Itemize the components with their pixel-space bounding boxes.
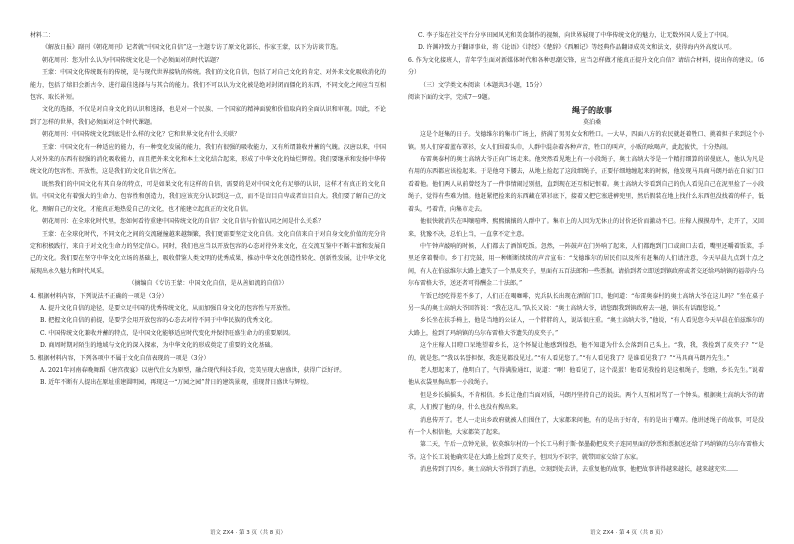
question-1: 朝花周刊：您为什么认为中国传统文化是一个必须面对的时代话题？	[42, 56, 223, 64]
exam-question-4: 4. 根据材料内容，下列说法不正确的一项是（3分）	[30, 292, 168, 300]
story-paragraph: 消息传到了四乡。奥士高纳大爷得到了消息，立刻到处去讲，去重复他的故事，他把故事讲得越来越长，越来越充实……	[420, 466, 739, 474]
source-citation: （摘编自《专访王蒙：中国文化自信，是从善如流的自信》）	[128, 280, 288, 288]
exam-question-5: 5. 根据材料内容，下列各项中不属于文化自信表现的一项是（3分）	[30, 354, 210, 362]
material-label: 材料二：	[30, 32, 55, 39]
story-paragraph: 午饭已经吃得差不多了，人们正在喝咖啡，宪兵队长出现在酒馆门口，他问道：“布雷奥泰村的奥士高纳大爷在这儿吗？”坐在桌子另一头的奥士高纳大爷回答说：“我在这儿。”队长又说：“奥士高纳大爷，请您跟我到镇政府去一趟，镇长有话跟您说。”	[408, 292, 764, 312]
option-4a: A. 提升文化自信的途径，是要立足中国的优秀传统文化，从而加强自身文化的包容性与开放性。	[40, 304, 295, 312]
section-heading: （三）文学类文本阅读（本题共3小题，15分）	[420, 81, 546, 89]
story-paragraph: 中午钟声敲响的时候，人们都去了酒馆吃饭。忽然，一阵鼓声在门外响了起来，人们都跑到门口或窗口去看，嘴里还嚼着饭菜，手里还拿着餐巾。乡丁打完鼓，用一种断断续续的声音宣布：“戈德维尔的居民们以及所有赶集的人们请注意，今天早晨九点到十点之间，有人在伯兹维尔大路上遗失了一个黑皮夹子，里面有五百法郎和一些票据。请拾到者立即送到镇政府或者交还给玛纳镇的福蒂内·乌尔布雷格大爷，送还者可得酬金二十法郎。”	[408, 242, 764, 288]
option-5b: B. 近年不断有人提出在原址重建圆明园，再现这一“万园之园”昔日的建筑景观，重现昔日盛世与辉煌。	[40, 379, 313, 387]
story-paragraph: 第二天，午后一点钟光景，依莫维尔村的一个长工马利于斯·保墨勒把皮夹子连同里面的钞票和票据送还给了玛纳镇的乌尔布雷格大爷。这个长工说他确实是在大路上捡到了皮夹子，但因为不识字，就带回家交给了东家。	[408, 441, 764, 461]
story-paragraph: 老人想起来了，他明白了，气得满脸通红，说道：“啊！他看见了，这个混蛋！他看见我捡的是这根绳子，您瞧，乡长先生。”说着他从衣袋里掏出那一小段绳子。	[408, 366, 764, 387]
right-column	[408, 30, 764, 477]
story-paragraph: 乡长坐在扶手椅上，他是当地的公证人，一个胖胖的人，说话很庄重。“奥士高纳大爷，”他说，“有人看见您今天早晨在伯兹维尔的大路上，捡到了玛纳镇的乌尔布雷格大爷遗失的皮夹子。”	[408, 317, 764, 337]
story-paragraph: 消息传开了。老人一走出乡政府就被人们围住了，大家都来问他，有的是出于好奇，有的是出于嘲弄。他讲述绳子的故事，可是没有一个人相信他，大家都笑了起来。	[408, 416, 764, 436]
option-5d: D. 许渊冲致力于翻译事业，将《论语》《诗经》《楚辞》《西厢记》等经典作品翻译成英文和法文，获得海内外高度认可。	[418, 44, 736, 52]
option-5a: A. 2021年河南春晚舞蹈《唐宫夜宴》以唐代仕女为原型，融合现代科技手段，完美呈现大唐盛世，获得广泛好评。	[40, 366, 346, 374]
section-instruction: 阅读下面的文字，完成7～9题。	[408, 94, 494, 102]
option-4c: C. 中国传统文化兼收并蓄的特点，是中国文化能够适应时代变化并保持旺盛生命力的重要原因。	[40, 329, 295, 337]
interview-intro: 《解放日报》副刊《朝花周刊》记者就“中国文化自信”这一主题专访了原文化部长、作家王蒙，以下为访谈节选。	[42, 44, 343, 52]
answer-1b: 文化的选择，不仅是对自身文化的认识和选择，也是对一个民族、一个国家的精神面貌和价值取向的全面认识和审视。因此，不论到了怎样的世界，我们必须面对这个时代课题。	[30, 106, 386, 126]
option-4b: B. 把握文化自信的前提，是要学会用开放包容的心态去对待不同于中华民族的优秀文化。	[40, 317, 277, 325]
story-paragraph: 他很快就消失在叫嚷喧哗、熙熙攘攘的人群中了。集市上的人因为无休止的讨价还价而激动不已。庄稼人摸摸母牛，走开了，又回来，犹豫不决，总怕上当，一直拿不定主意。	[408, 218, 764, 238]
answer-1: 王蒙：中国文化传统既有的传统，是与现代世界接轨的传统。我们的文化自信，包括了对自己文化的肯定、对外来文化吸收消化的能力，包括了熔旧会新古今、进行最佳选择与与其合的能力。我们不可以认为文化被是绝对封闭而僵化的东西，不同文化之间应当互相包容、取长补短。	[30, 69, 386, 102]
story-paragraph: 这是个赶集的日子。戈德维尔的集市广场上，挤满了男男女女和牲口。一大早，四面八方的农民就赶着牲口、挑着担子来到这个小镇。男人们穿着蓝布罩衫，女人们围着头巾，人群中混杂着各种声音，牲口的叫声，小贩的吆喝声，此起彼伏，十分热闹。	[408, 131, 764, 151]
question-2: 朝花周刊：中国传统文化到底是什么样的文化？它和世界文化有什么关联？	[42, 131, 241, 139]
page-footer-right: 语文 ZX4 · 第 4 页（共 8 页）	[590, 530, 667, 536]
left-column	[30, 30, 386, 390]
story-paragraph: 这个庄稼人目瞪口呆地望着乡长，这个怀疑让他感到惶恐，他不知道为什么会落到自己头上。“我，我，我捡到了皮夹子？”“是的，就是您。”“我以名誉担保，我连见都没见过。”“有人看见您了。”“有人看见我了？是谁看见我了？”“马具商马朗丹先生。”	[408, 342, 764, 362]
question-3: 朝花周刊：在全球化时代里，您如何看待重建中国传统文化的自信？文化自信与价值认同之间是什么关系？	[42, 218, 325, 226]
option-5c: C. 李子柒在社交平台分享田园风光和美食制作的视频，向世界展现了中华传统文化的魅力，让无数外国人爱上了中国。	[418, 32, 733, 39]
story-author: 莫泊桑	[582, 118, 601, 126]
page-footer-left: 语文 ZX4 · 第 3 页（共 8 页）	[210, 530, 287, 536]
option-4d: D. 商周时期对陌生的地域与文化的深入探索，为中华文化的形成奠定了重要的文化基础。	[40, 342, 277, 350]
story-paragraph: 布雷奥泰村的奥士高纳大爷正向广场走来。他突然看见地上有一小段绳子，奥士高纳大爷是一个精打细算的诺曼底人，他认为凡是有用的东西都应该捡起来。于是他弯下腰去，从地上捡起了这段细绳子，正要仔细地缠起来的时候，他发现马具商马朗丹站在自家门口看着他。他们两人从前曾经为了一件事情闹过别扭，直到现在还互相记恨着。奥士高纳大爷看到自己的仇人看见自己在泥里捡了一小段绳子，觉得有些难为情。他赶紧把捡来的东西藏在罩衫底下，接着又把它塞进裤兜里，然后假装在地上找什么东西但没找着的样子，低着头，弓着背，向集市走去。	[408, 156, 764, 213]
story-title: 绳子的故事	[572, 105, 612, 116]
exam-question-6: 6. 作为文化接班人，青年学生面对新媒体时代和各种思潮交锋，应当怎样做才能真正提升文化自信？请结合材料，提出你的建议。（6分）	[408, 56, 764, 77]
answer-2: 王蒙：中国文化有一种适应的能力，有一种变化发展的能力，我们有很强的吸收能力，又有所谓兼收并蓄的气魄。汉唐以来，中国人对外来的东西有很强的消化吸收能力，而且把外来文化和本土文化结合起来，形成了中华文化的灿烂辉煌。我们要继承和发扬中华传统文化的包容性、开放性，这是我们的文化自信之所在。	[30, 143, 386, 176]
answer-2b: 既然我们的中国文化有其自身的特点，可是如果文化有这样的自信，需要的是对中国文化有足够的认识，这样才有真正的文化自信。中国文化有着强大的生命力、包容性和创造力，我们应该充分认识到这一点，而不是盲目自卑或者盲目自大。我们要了解自己的文化，理解自己的文化，才能真正地热爱自己的文化，也才能建立起真正的文化自信。	[30, 180, 386, 213]
story-paragraph: 但是乡长摇摇头，不肯相信。乡长让他们当面对质，马朗丹坚持自己的说法。两个人互相对骂了一个钟头。根据奥士高纳大爷的请求，人们搜了他的身，什么也没有搜出来。	[408, 391, 764, 412]
answer-3: 王蒙：在全球化时代，不同文化之间的交流碰撞越来越频繁，我们更需要坚定文化自信。文化自信来自于对自身文化价值的充分肯定和积极践行，来自于对文化生命力的坚定信心。同时，我们也应当以开放包容的心态对待外来文化，在交流互鉴中不断丰富和发展自己的文化。我们要在坚守中华文化立场的基础上，吸收借鉴人类文明的优秀成果，推动中华文化创造性转化、创新性发展，让中华文化展现出永久魅力和时代风采。	[30, 230, 386, 275]
